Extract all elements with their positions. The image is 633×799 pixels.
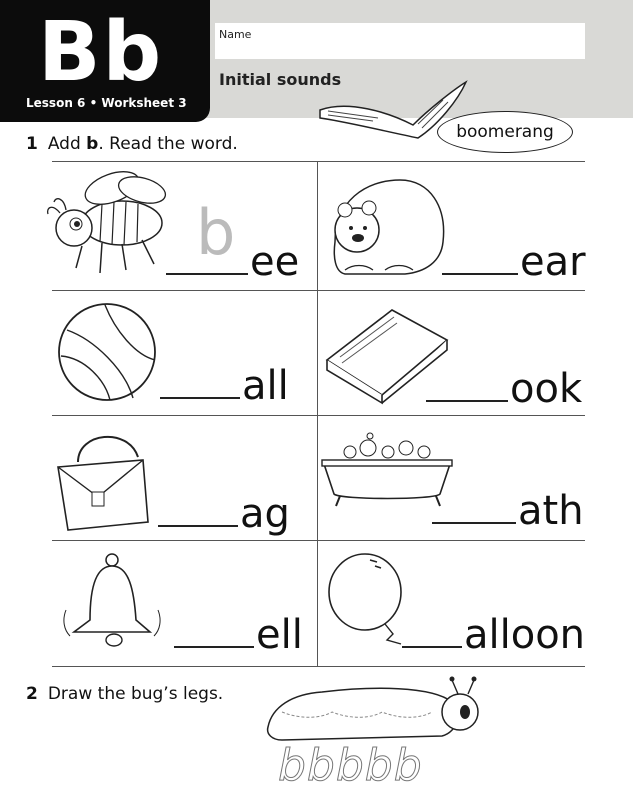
boomerang-label: boomerang — [437, 111, 573, 153]
bell-icon — [60, 550, 165, 655]
trace-letters[interactable]: bbbbb — [278, 740, 423, 791]
letter-badge — [0, 0, 210, 122]
word-cell-1 — [166, 240, 299, 284]
word-ending: ag — [240, 491, 290, 537]
bear-icon — [325, 172, 450, 282]
word-cell-7 — [174, 613, 303, 657]
grid-divider — [317, 161, 318, 666]
question-1-number: 1 — [26, 134, 38, 154]
word-cell-2 — [442, 240, 586, 284]
question-2-prompt: Draw the bug’s legs. — [47, 684, 224, 704]
name-field[interactable] — [215, 23, 585, 59]
word-ending: ee — [250, 239, 300, 285]
word-ending: alloon — [464, 612, 586, 658]
question-1-prompt-post: . Read the word. — [98, 134, 238, 154]
word-cell-8 — [402, 613, 585, 657]
answer-blank[interactable] — [158, 525, 238, 527]
ball-icon — [55, 300, 160, 405]
grid-line — [52, 666, 585, 667]
question-1-letter: b — [86, 134, 99, 154]
big-letter: Bb — [38, 5, 164, 100]
word-cell-3 — [160, 364, 289, 408]
question-1-prompt-pre: Add — [47, 134, 87, 154]
answer-blank[interactable] — [426, 400, 508, 402]
bee-icon — [42, 168, 172, 283]
name-label: Name — [219, 28, 252, 41]
word-ending: all — [242, 363, 289, 409]
word-cell-4 — [426, 367, 582, 411]
answer-blank[interactable] — [160, 397, 240, 399]
answer-blank[interactable] — [166, 273, 248, 275]
bag-icon — [48, 422, 158, 532]
grid-line — [52, 540, 585, 541]
lesson-label: Lesson 6 • Worksheet 3 — [26, 96, 187, 110]
grid-line — [52, 290, 585, 291]
word-cell-5 — [158, 492, 290, 536]
grid-line — [52, 415, 585, 416]
answer-blank[interactable] — [442, 273, 518, 275]
answer-blank[interactable] — [174, 646, 254, 648]
answer-blank[interactable] — [402, 646, 462, 648]
traced-letter-b: b — [196, 196, 236, 269]
grid-line — [52, 161, 585, 162]
worksheet-title: Initial sounds — [219, 70, 342, 89]
word-cell-6 — [432, 489, 584, 533]
question-2-number: 2 — [26, 684, 38, 704]
word-ending: ear — [520, 239, 586, 285]
word-ending: ook — [510, 366, 583, 412]
question-2 — [26, 684, 223, 704]
answer-blank[interactable] — [432, 522, 516, 524]
question-1 — [26, 134, 238, 154]
word-ending: ath — [518, 488, 584, 534]
word-ending: ell — [256, 612, 303, 658]
